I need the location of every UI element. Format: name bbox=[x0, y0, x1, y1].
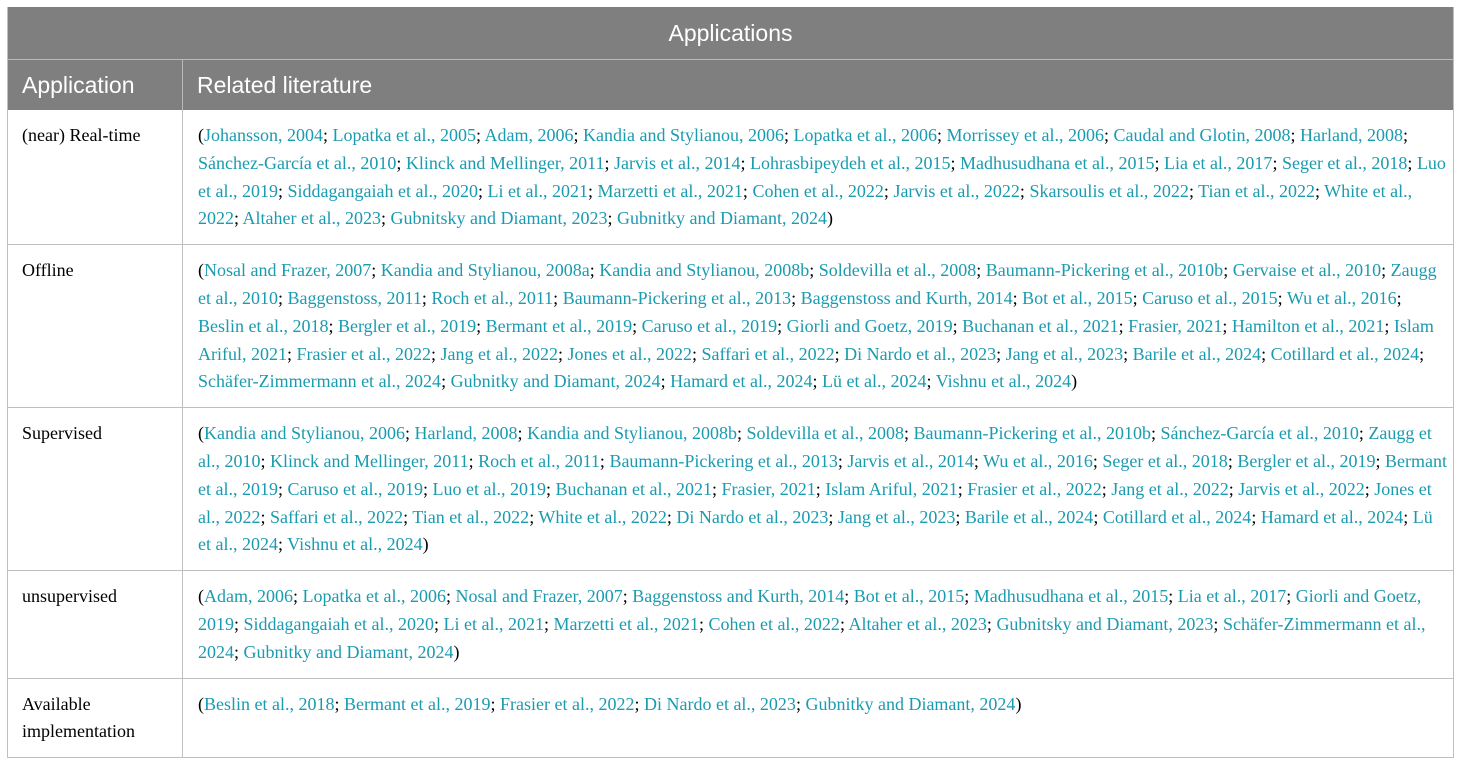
citation-link[interactable]: Cotillard et al., 2024 bbox=[1102, 506, 1252, 527]
citation-link[interactable]: Nosal and Frazer, 2007 bbox=[204, 260, 372, 281]
group-header-row bbox=[8, 7, 1454, 60]
citation-link[interactable]: Cohen et al., 2022 bbox=[708, 613, 840, 634]
citation-link[interactable]: Bot et al., 2015 bbox=[853, 586, 965, 607]
citation-link[interactable]: Cotillard et al., 2024 bbox=[1270, 343, 1420, 364]
citation-link[interactable]: Hamard et al., 2024 bbox=[670, 371, 813, 392]
citation-link[interactable]: Luo et al., 2019 bbox=[432, 478, 546, 499]
citation-link[interactable]: Jang et al., 2022 bbox=[440, 343, 558, 364]
applications-table bbox=[7, 7, 1454, 758]
citation-link[interactable]: Lopatka et al., 2005 bbox=[332, 125, 476, 145]
table-row bbox=[8, 408, 1454, 571]
citation-link[interactable]: Li et al., 2021 bbox=[487, 180, 588, 201]
application-cell: (near) Real-time bbox=[8, 110, 183, 245]
citation-link[interactable]: Islam Ariful, 2021 bbox=[198, 315, 1434, 364]
citation-link[interactable]: Bermant et al., 2019 bbox=[198, 450, 1447, 499]
citation-link[interactable]: Gubnitky and Diamant, 2024 bbox=[450, 371, 661, 392]
application-cell: Supervised bbox=[8, 408, 183, 571]
citation-link[interactable]: Caruso et al., 2019 bbox=[641, 315, 778, 336]
literature-cell: (Adam, 2006; Lopatka et al., 2006; Nosal and Frazer, 2007; Baggenstoss and Kurth, 2014; Bot et al., 2015; Madhusudhana et al., 2015; Lia et al., 2017; Giorli and Goetz, 2019; Siddagangaiah et al., 2020; Li et al., 2021; Marzetti et al., 2021; Cohen et al., 2022; Altaher et al., 2023; Gubnitsky and Diamant, 2023; Schäfer-Zimmermann et al., 2024; Gubnitky and Diamant, 2024) bbox=[183, 571, 1454, 678]
citation-link[interactable]: Morrissey et al., 2006 bbox=[946, 125, 1104, 145]
citation-link[interactable]: Zaugg et al., 2010 bbox=[198, 260, 1437, 308]
citation-link[interactable]: Jones et al., 2022 bbox=[567, 343, 692, 364]
citation-link[interactable]: Sánchez-García et al., 2010 bbox=[198, 152, 397, 173]
citation-link[interactable]: Johansson, 2004 bbox=[204, 125, 324, 145]
citation-link[interactable]: Cohen et al., 2022 bbox=[752, 180, 884, 201]
citation-link[interactable]: Gubnitsky and Diamant, 2023 bbox=[390, 208, 608, 229]
table-row bbox=[8, 245, 1454, 408]
citation-link[interactable]: Klinck and Mellinger, 2011 bbox=[405, 152, 605, 173]
table-body bbox=[8, 110, 1454, 757]
citation-link[interactable]: Frasier et al., 2022 bbox=[296, 343, 431, 364]
citation-link[interactable]: Madhusudhana et al., 2015 bbox=[959, 152, 1155, 173]
column-header-literature: Related literature bbox=[183, 60, 1454, 111]
literature-cell: (Beslin et al., 2018; Bermant et al., 2019; Frasier et al., 2022; Di Nardo et al., 2023; Gubnitky and Diamant, 2024) bbox=[183, 678, 1454, 757]
citation-link[interactable]: Kandia and Stylianou, 2006 bbox=[583, 125, 785, 145]
citation-link[interactable]: Jarvis et al., 2014 bbox=[614, 152, 741, 173]
citation-link[interactable]: Jang et al., 2022 bbox=[1111, 478, 1229, 499]
citation-link[interactable]: Gervaise et al., 2010 bbox=[1232, 260, 1382, 281]
citation-link[interactable]: Sánchez-García et al., 2010 bbox=[1160, 423, 1359, 444]
citation-link[interactable]: Wu et al., 2016 bbox=[1286, 287, 1397, 308]
citation-link[interactable]: Seger et al., 2018 bbox=[1102, 450, 1228, 471]
citation-link[interactable]: Bot et al., 2015 bbox=[1022, 287, 1133, 308]
citation-link[interactable]: Schäfer-Zimmermann et al., 2024 bbox=[198, 371, 442, 392]
citation-link[interactable]: Baggenstoss and Kurth, 2014 bbox=[632, 586, 845, 607]
citation-link[interactable]: Kandia and Stylianou, 2008b bbox=[527, 423, 737, 444]
citation-link[interactable]: Vishnu et al., 2024 bbox=[287, 534, 423, 555]
citation-link[interactable]: Tian et al., 2022 bbox=[412, 506, 530, 527]
citation-link[interactable]: Jang et al., 2023 bbox=[1005, 343, 1124, 364]
citation-link[interactable]: Siddagangaiah et al., 2020 bbox=[287, 180, 478, 201]
citation-link[interactable]: Skarsoulis et al., 2022 bbox=[1029, 180, 1189, 201]
table-row bbox=[8, 571, 1454, 678]
citation-link[interactable]: Islam Ariful, 2021 bbox=[825, 478, 958, 499]
citation-link[interactable]: Altaher et al., 2023 bbox=[242, 208, 381, 229]
citation-link[interactable]: Barile et al., 2024 bbox=[1132, 343, 1262, 364]
citation-link[interactable]: Wu et al., 2016 bbox=[983, 450, 1093, 471]
citation-link[interactable]: Jarvis et al., 2014 bbox=[847, 450, 974, 471]
citation-link[interactable]: Buchanan et al., 2021 bbox=[555, 478, 712, 499]
citation-link[interactable]: Bergler et al., 2019 bbox=[1237, 450, 1376, 471]
citation-link[interactable]: Baumann-Pickering et al., 2010b bbox=[913, 423, 1151, 444]
citation-link[interactable]: Klinck and Mellinger, 2011 bbox=[270, 450, 469, 471]
table-row bbox=[8, 678, 1454, 757]
citation-link[interactable]: Zaugg et al., 2010 bbox=[198, 423, 1432, 471]
citation-link[interactable]: Saffari et al., 2022 bbox=[701, 343, 835, 364]
citation-link[interactable]: Bergler et al., 2019 bbox=[338, 315, 477, 336]
citation-link[interactable]: Siddagangaiah et al., 2020 bbox=[243, 613, 434, 634]
citation-link[interactable]: Schäfer-Zimmermann et al., 2024 bbox=[198, 613, 1426, 662]
citation-link[interactable]: Baumann-Pickering et al., 2013 bbox=[562, 287, 792, 308]
group-header: Applications bbox=[8, 7, 1454, 60]
citation-link[interactable]: Hamard et al., 2024 bbox=[1260, 506, 1404, 527]
citation-link[interactable]: Giorli and Goetz, 2019 bbox=[198, 586, 1422, 634]
column-header-row bbox=[8, 60, 1454, 111]
citation-link[interactable]: Lia et al., 2017 bbox=[1177, 586, 1287, 607]
citation-link[interactable]: Adam, 2006 bbox=[484, 125, 574, 145]
citation-link[interactable]: Marzetti et al., 2021 bbox=[553, 613, 699, 634]
literature-cell: (Nosal and Frazer, 2007; Kandia and Stylianou, 2008a; Kandia and Stylianou, 2008b; Soldevilla et al., 2008; Baumann-Pickering et al., 2010b; Gervaise et al., 2010; Zaugg et al., 2010; Baggenstoss, 2011; Roch et al., 2011; Baumann-Pickering et al., 2013; Baggenstoss and Kurth, 2014; Bot et al., 2015; Caruso et al., 2015; Wu et al., 2016; Beslin et al., 2018; Bergler et al., 2019; Bermant et al., 2019; Caruso et al., 2019; Giorli and Goetz, 2019; Buchanan et al., 2021; Frasier, 2021; Hamilton et al., 2021; Islam Ariful, 2021; Frasier et al., 2022; Jang et al., 2022; Jones et al., 2022; Saffari et al., 2022; Di Nardo et al., 2023; Jang et al., 2023; Barile et al., 2024; Cotillard et al., 2024; Schäfer-Zimmermann et al., 2024; Gubnitky and Diamant, 2024; Hamard et al., 2024; Lü et al., 2024; Vishnu et al., 2024) bbox=[183, 245, 1454, 408]
citation-link[interactable]: Caudal and Glotin, 2008 bbox=[1113, 125, 1291, 145]
citation-link[interactable]: Gubnitky and Diamant, 2024 bbox=[243, 641, 454, 662]
citation-link[interactable]: White et al., 2022 bbox=[538, 506, 667, 527]
citation-link[interactable]: Giorli and Goetz, 2019 bbox=[786, 315, 953, 336]
citation-link[interactable]: Caruso et al., 2015 bbox=[1142, 287, 1278, 308]
citation-link[interactable]: Frasier et al., 2022 bbox=[967, 478, 1102, 499]
citation-link[interactable]: Kandia and Stylianou, 2008b bbox=[599, 260, 810, 281]
citation-link[interactable]: Adam, 2006 bbox=[204, 586, 293, 607]
citation-link[interactable]: Lü et al., 2024 bbox=[822, 371, 927, 392]
application-cell: Offline bbox=[8, 245, 183, 408]
citation-link[interactable]: Di Nardo et al., 2023 bbox=[643, 693, 796, 714]
citation-link[interactable]: Jarvis et al., 2022 bbox=[893, 180, 1020, 201]
citation-link[interactable]: Saffari et al., 2022 bbox=[270, 506, 404, 527]
citation-link[interactable]: Jang et al., 2023 bbox=[837, 506, 956, 527]
applications-table-container bbox=[7, 7, 1453, 758]
citation-link[interactable]: Harland, 2008 bbox=[414, 423, 518, 444]
citation-link[interactable]: Soldevilla et al., 2008 bbox=[818, 260, 977, 281]
citation-link[interactable]: Gubnitsky and Diamant, 2023 bbox=[996, 613, 1214, 634]
citation-link[interactable]: Frasier, 2021 bbox=[721, 478, 816, 499]
citation-link[interactable]: Frasier, 2021 bbox=[1128, 315, 1223, 336]
citation-link[interactable]: Madhusudhana et al., 2015 bbox=[973, 586, 1169, 607]
citation-link[interactable]: White et al., 2022 bbox=[198, 180, 1413, 229]
citation-link[interactable]: Lopatka et al., 2006 bbox=[302, 586, 446, 607]
citation-link[interactable]: Marzetti et al., 2021 bbox=[597, 180, 743, 201]
citation-link[interactable]: Gubnitky and Diamant, 2024 bbox=[805, 693, 1016, 714]
citation-link[interactable]: Lohrasbipeydeh et al., 2015 bbox=[750, 152, 951, 173]
citation-link[interactable]: Barile et al., 2024 bbox=[964, 506, 1094, 527]
citation-link[interactable]: Beslin et al., 2018 bbox=[198, 315, 329, 336]
literature-cell: (Johansson, 2004; Lopatka et al., 2005; Adam, 2006; Kandia and Stylianou, 2006; Lopatka et al., 2006; Morrissey et al., 2006; Caudal and Glotin, 2008; Harland, 2008; Sánchez-García et al., 2010; Klinck and Mellinger, 2011; Jarvis et al., 2014; Lohrasbipeydeh et al., 2015; Madhusudhana et al., 2015; Lia et al., 2017; Seger et al., 2018; Luo et al., 2019; Siddagangaiah et al., 2020; Li et al., 2021; Marzetti et al., 2021; Cohen et al., 2022; Jarvis et al., 2022; Skarsoulis et al., 2022; Tian et al., 2022; White et al., 2022; Altaher et al., 2023; Gubnitsky and Diamant, 2023; Gubnitky and Diamant, 2024) bbox=[183, 110, 1454, 245]
citation-link[interactable]: Lü et al., 2024 bbox=[198, 506, 1433, 555]
citation-link[interactable]: Vishnu et al., 2024 bbox=[935, 371, 1072, 392]
citation-link[interactable]: Baggenstoss, 2011 bbox=[287, 287, 422, 308]
citation-link[interactable]: Caruso et al., 2019 bbox=[287, 478, 423, 499]
citation-link[interactable]: Buchanan et al., 2021 bbox=[962, 315, 1119, 336]
application-cell: Available implementation bbox=[8, 678, 183, 757]
citation-link[interactable]: Soldevilla et al., 2008 bbox=[746, 423, 904, 444]
citation-link[interactable]: Roch et al., 2011 bbox=[478, 450, 600, 471]
application-cell: unsupervised bbox=[8, 571, 183, 678]
citation-link[interactable]: Roch et al., 2011 bbox=[431, 287, 554, 308]
citation-link[interactable]: Lia et al., 2017 bbox=[1163, 152, 1273, 173]
citation-link[interactable]: Kandia and Stylianou, 2006 bbox=[204, 423, 405, 444]
citation-link[interactable]: Baggenstoss and Kurth, 2014 bbox=[800, 287, 1013, 308]
citation-link[interactable]: Kandia and Stylianou, 2008a bbox=[380, 260, 590, 281]
citation-link[interactable]: Harland, 2008 bbox=[1300, 125, 1403, 145]
table-row bbox=[8, 110, 1454, 245]
citation-link[interactable]: Di Nardo et al., 2023 bbox=[844, 343, 997, 364]
citation-link[interactable]: Nosal and Frazer, 2007 bbox=[455, 586, 623, 607]
column-header-application: Application bbox=[8, 60, 183, 111]
citation-link[interactable]: Jones et al., 2022 bbox=[198, 478, 1432, 527]
citation-link[interactable]: Baumann-Pickering et al., 2010b bbox=[985, 260, 1224, 281]
citation-link[interactable]: Luo et al., 2019 bbox=[198, 152, 1446, 201]
citation-link[interactable]: Di Nardo et al., 2023 bbox=[676, 506, 829, 527]
citation-link[interactable]: Gubnitky and Diamant, 2024 bbox=[617, 208, 827, 229]
citation-link[interactable]: Hamilton et al., 2021 bbox=[1231, 315, 1385, 336]
citation-link[interactable]: Jarvis et al., 2022 bbox=[1238, 478, 1365, 499]
citation-link[interactable]: Baumann-Pickering et al., 2013 bbox=[609, 450, 838, 471]
citation-link[interactable]: Beslin et al., 2018 bbox=[204, 693, 335, 714]
citation-link[interactable]: Li et al., 2021 bbox=[443, 613, 544, 634]
citation-link[interactable]: Lopatka et al., 2006 bbox=[793, 125, 937, 145]
citation-link[interactable]: Seger et al., 2018 bbox=[1281, 152, 1408, 173]
citation-link[interactable]: Bermant et al., 2019 bbox=[485, 315, 633, 336]
citation-link[interactable]: Frasier et al., 2022 bbox=[499, 693, 635, 714]
citation-link[interactable]: Tian et al., 2022 bbox=[1198, 180, 1315, 201]
citation-link[interactable]: Bermant et al., 2019 bbox=[344, 693, 491, 714]
literature-cell: (Kandia and Stylianou, 2006; Harland, 2008; Kandia and Stylianou, 2008b; Soldevilla et al., 2008; Baumann-Pickering et al., 2010b; Sánchez-García et al., 2010; Zaugg et al., 2010; Klinck and Mellinger, 2011; Roch et al., 2011; Baumann-Pickering et al., 2013; Jarvis et al., 2014; Wu et al., 2016; Seger et al., 2018; Bergler et al., 2019; Bermant et al., 2019; Caruso et al., 2019; Luo et al., 2019; Buchanan et al., 2021; Frasier, 2021; Islam Ariful, 2021; Frasier et al., 2022; Jang et al., 2022; Jarvis et al., 2022; Jones et al., 2022; Saffari et al., 2022; Tian et al., 2022; White et al., 2022; Di Nardo et al., 2023; Jang et al., 2023; Barile et al., 2024; Cotillard et al., 2024; Hamard et al., 2024; Lü et al., 2024; Vishnu et al., 2024) bbox=[183, 408, 1454, 571]
citation-link[interactable]: Altaher et al., 2023 bbox=[848, 613, 987, 634]
